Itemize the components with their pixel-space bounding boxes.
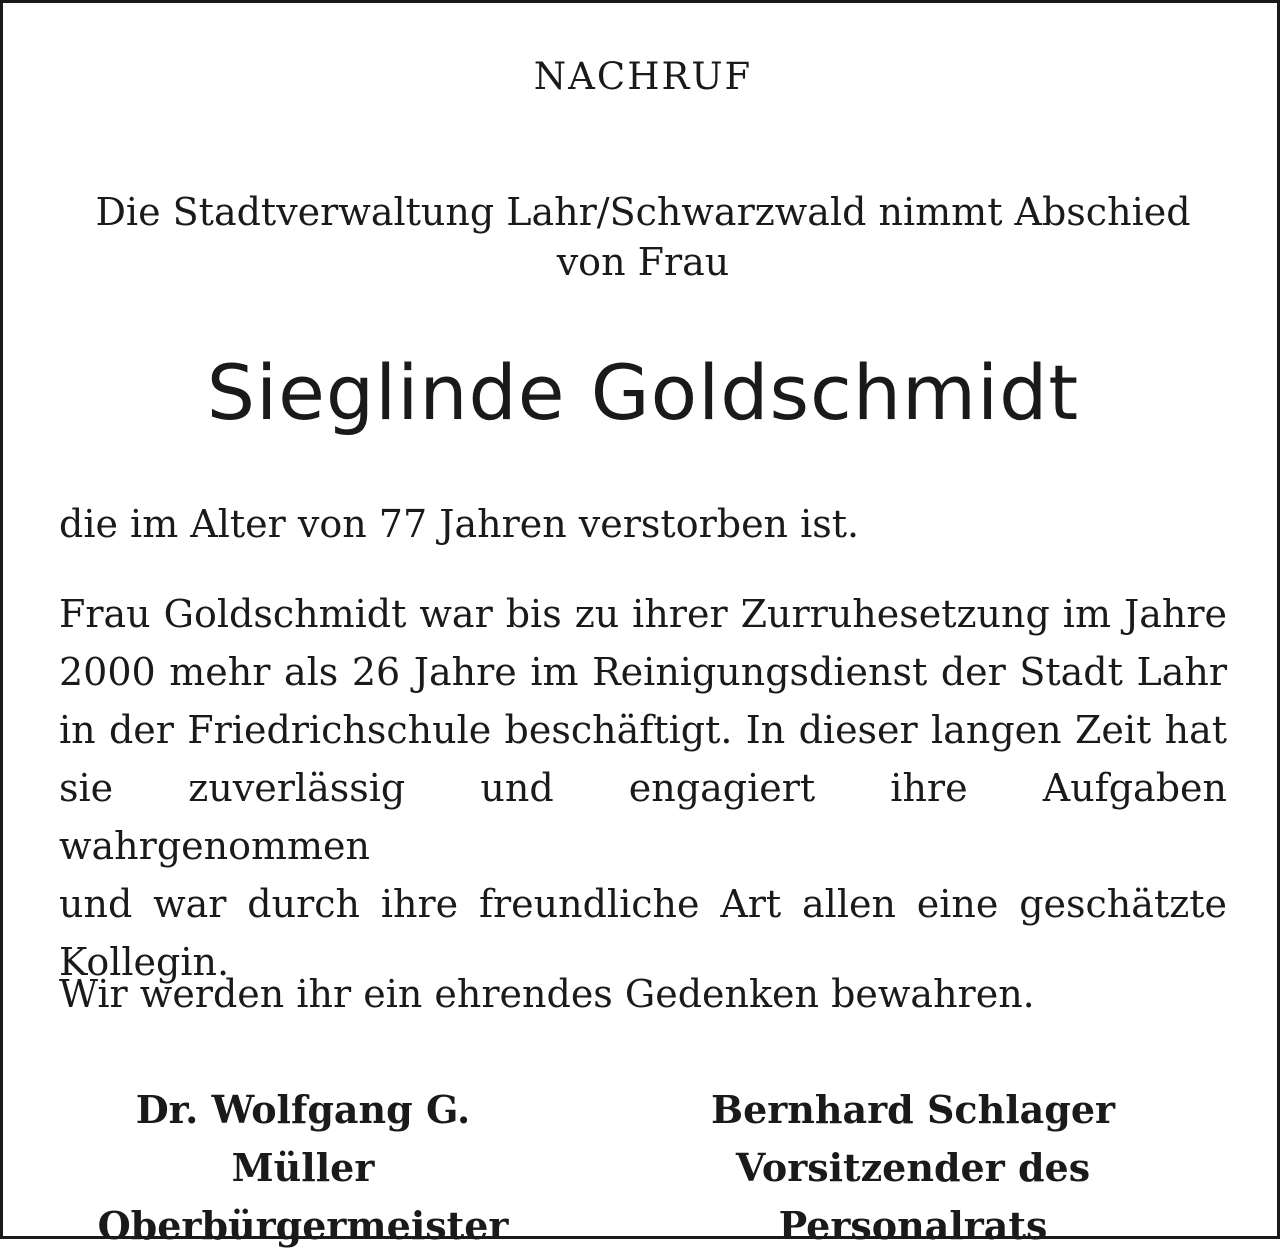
intro-line: Die Stadtverwaltung Lahr/Schwarzwald nimmt Abschied	[95, 190, 1191, 234]
intro-line: von Frau	[556, 240, 730, 284]
career-line: in der Friedrichschule beschäftigt. In dieser langen Zeit hat	[59, 708, 1227, 752]
intro-text	[3, 187, 1280, 287]
age-statement: die im Alter von 77 Jahren verstorben ist.	[59, 502, 860, 546]
signatory-title: Vorsitzender des Personalrats	[735, 1145, 1091, 1248]
signatory-mayor	[59, 1081, 547, 1255]
signatory-name: Bernhard Schlager	[710, 1087, 1116, 1132]
signatory-title: Oberbürgermeister	[97, 1203, 509, 1248]
signatory-name: Dr. Wolfgang G. Müller	[135, 1087, 471, 1190]
career-paragraph	[59, 585, 1227, 991]
memory-statement: Wir werden ihr ein ehrendes Gedenken bewahren.	[59, 972, 1035, 1016]
deceased-name: Sieglinde Goldschmidt	[206, 348, 1080, 437]
career-line: Kollegin.	[59, 940, 230, 984]
career-line: und war durch ihre freundliche Art allen eine geschätzte	[59, 882, 1227, 926]
obituary-heading: NACHRUF	[533, 55, 753, 98]
career-line: sie zuverlässig und engagiert ihre Aufgaben wahrgenommen	[59, 766, 1227, 868]
career-line: Frau Goldschmidt war bis zu ihrer Zurruhesetzung im Jahre	[59, 592, 1227, 636]
career-line: 2000 mehr als 26 Jahre im Reinigungsdienst der Stadt Lahr	[59, 650, 1227, 694]
signatory-staff-council	[599, 1081, 1227, 1255]
